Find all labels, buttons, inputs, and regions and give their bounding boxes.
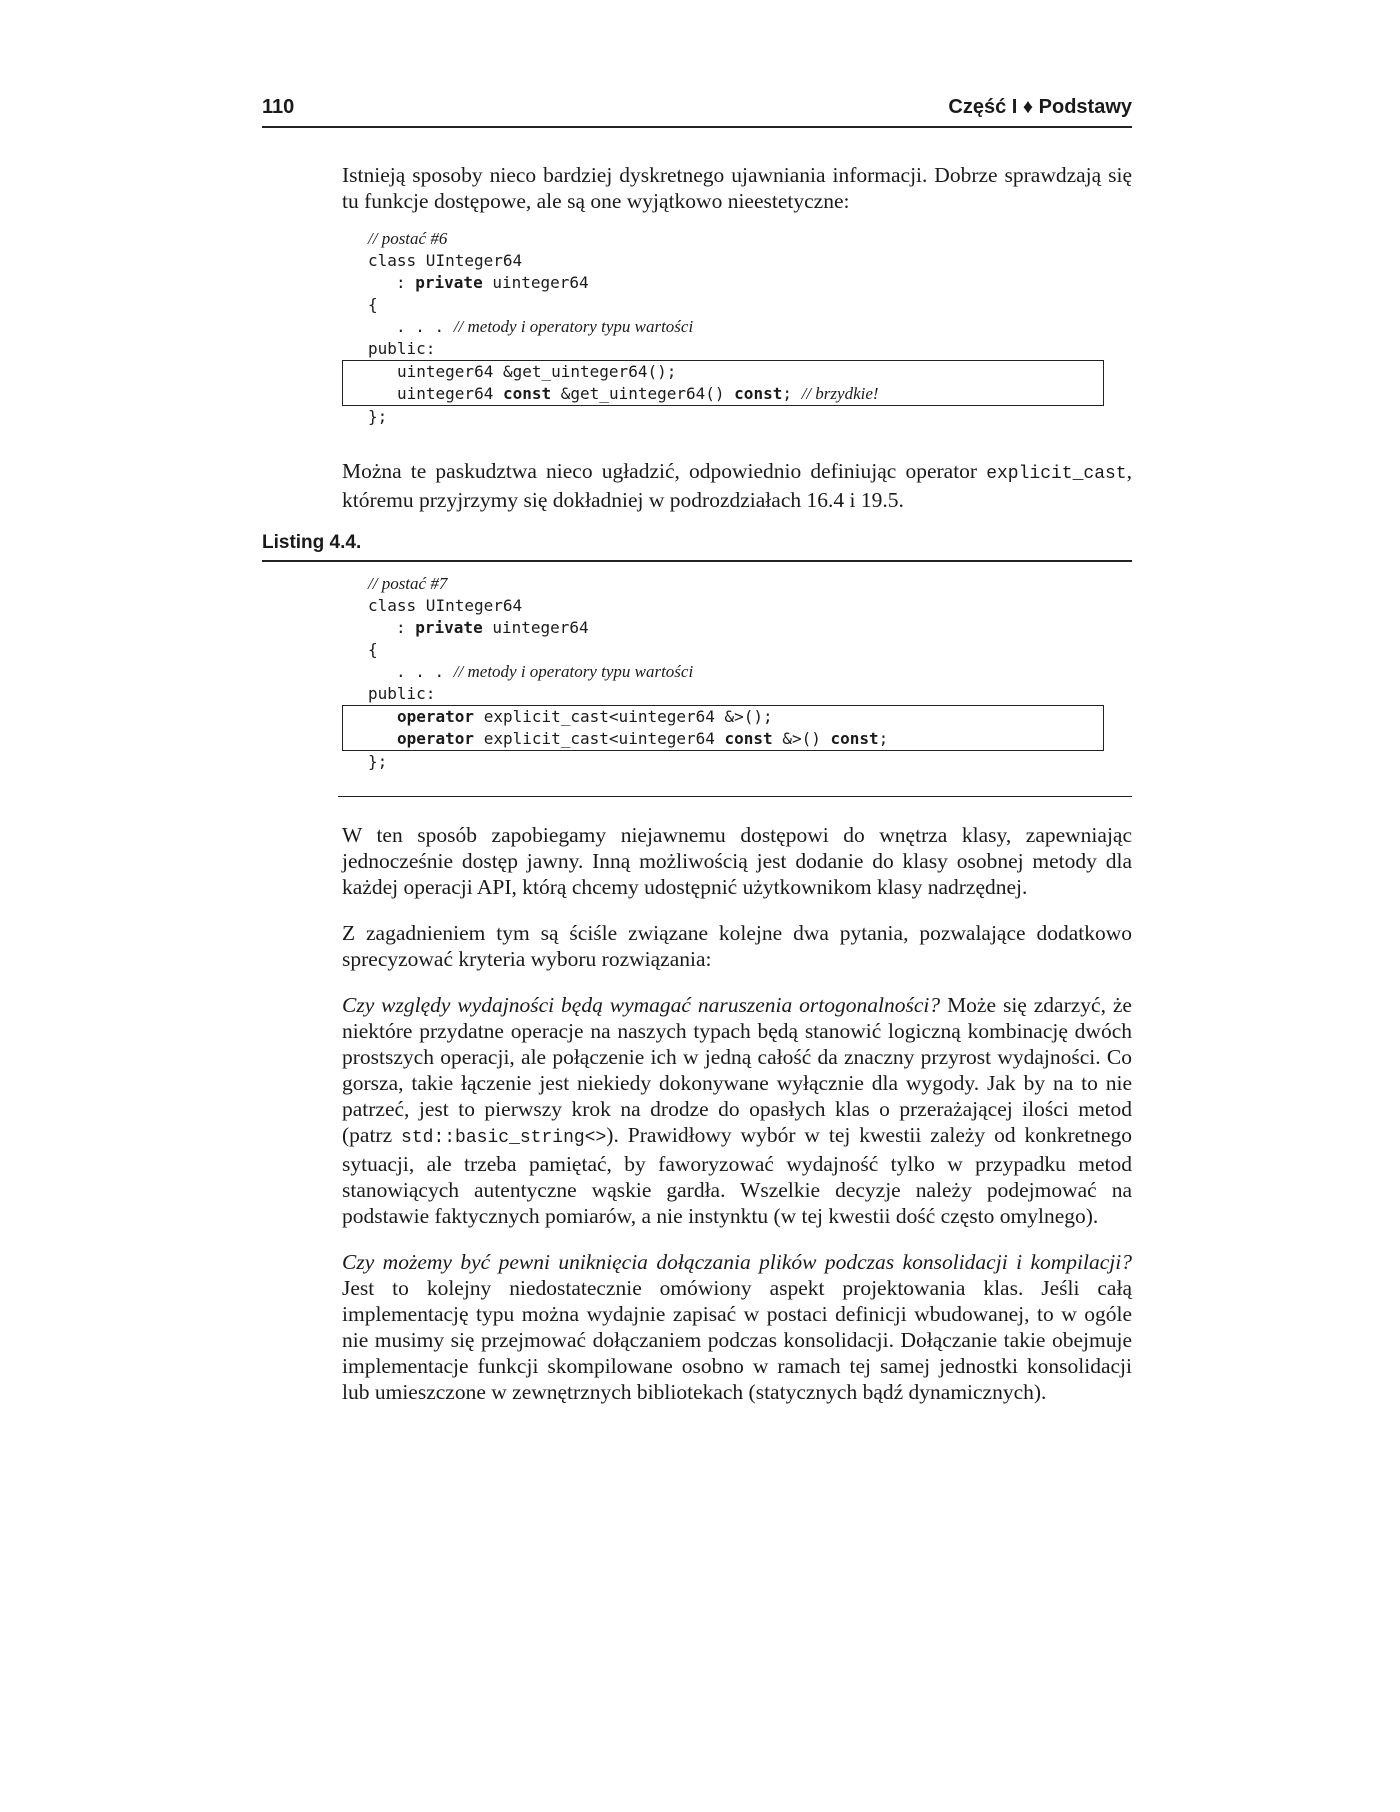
code-text: }; bbox=[368, 407, 388, 426]
listing-title: Listing 4.4. bbox=[262, 532, 1132, 562]
code-text: }; bbox=[368, 752, 388, 771]
code-line bbox=[368, 617, 1132, 639]
code-text: ; bbox=[782, 384, 802, 403]
code-comment: // metody i operatory typu wartości bbox=[453, 662, 694, 681]
running-section-title: Część I ♦ Podstawy bbox=[948, 96, 1132, 118]
code-line bbox=[369, 706, 1103, 728]
inline-code: explicit_cast bbox=[986, 464, 1127, 484]
listing-end-rule bbox=[338, 796, 1132, 797]
paragraph bbox=[342, 992, 1132, 1229]
code-text: ; bbox=[878, 729, 889, 748]
text-run: Jest to kolejny niedostatecznie omówiony aspekt projektowania klas. Jeśli całą implementację typu można wydajnie zapisać w postaci definicji wbudowanej, to w ogóle nie musimy się przejmować dołączaniem podczas konsolidacji. Dołączanie takie obejmuje implementacje funkcji skompilowane osobno w ramach tej samej jednostki konsolidacji lub umieszczone w zewnętrznych bibliotekach (statycznych bądź dynamicznych). bbox=[342, 1276, 1132, 1404]
code-text: uinteger64 bbox=[482, 618, 589, 637]
text-run: ). Prawidłowy wybór w tej kwestii zależy od konkretnego sytuacji, ale trzeba pamiętać, by faworyzować wydajność tylko w przypadku metod stanowiących autentyczne wąskie gardła. Wszelkie decyzje należy podejmować na podstawie faktycznych pomiarów, a nie instynktu (w tej kwestii dość często omylnego). bbox=[342, 1123, 1132, 1228]
code-line bbox=[368, 406, 1132, 428]
code-keyword: const bbox=[724, 729, 773, 748]
code-line bbox=[368, 250, 1132, 272]
code-block-6 bbox=[368, 228, 1132, 428]
code-line bbox=[368, 228, 1132, 250]
code-line bbox=[368, 573, 1132, 595]
code-keyword: class bbox=[368, 596, 417, 615]
text-run: , któremu przyjrzymy się dokładniej w podrozdziałach 16.4 i 19.5. bbox=[342, 459, 1132, 512]
code-line bbox=[369, 728, 1103, 750]
code-text: { bbox=[368, 295, 378, 314]
intro-text bbox=[342, 162, 1132, 234]
code-keyword: private bbox=[415, 273, 483, 292]
code-keyword: class bbox=[368, 251, 417, 270]
code-line bbox=[368, 661, 1132, 683]
inline-code: std::basic_string<> bbox=[401, 1128, 607, 1148]
code-text: { bbox=[368, 640, 378, 659]
paragraph: W ten sposób zapobiegamy niejawnemu dostępowi do wnętrza klasy, zapewniając jednocześnie dostęp jawny. Inną możliwością jest dodanie do klasy osobnej metody dla każdej operacji API, którą chcemy udostępnić użytkownikom klasy nadrzędnej. bbox=[342, 823, 1132, 899]
code-line bbox=[368, 595, 1132, 617]
code-text: uinteger64 bbox=[482, 273, 589, 292]
highlight-box bbox=[342, 705, 1104, 751]
code-text: UInteger64 bbox=[416, 251, 523, 270]
intro-paragraph: Istnieją sposoby nieco bardziej dyskretnego ujawniania informacji. Dobrze sprawdzają się tu funkcje dostępowe, ale są one wyjątkowo nieestetyczne: bbox=[342, 163, 1132, 213]
code-text: : bbox=[396, 273, 416, 292]
highlight-box bbox=[342, 360, 1104, 406]
code-text: : bbox=[396, 618, 416, 637]
code-text: explicit_cast<uinteger64 &>(); bbox=[474, 707, 773, 726]
code-keyword: operator bbox=[397, 729, 475, 748]
code-line bbox=[368, 751, 1132, 773]
body-text bbox=[342, 822, 1132, 1425]
code-comment: // postać #6 bbox=[368, 229, 448, 248]
paragraph: Z zagadnieniem tym są ściśle związane kolejne dwa pytania, pozwalające dodatkowo sprecyzować kryteria wyboru rozwiązania: bbox=[342, 921, 1132, 971]
code-text: &get_uinteger64() bbox=[551, 384, 735, 403]
code-text: uinteger64 bbox=[397, 384, 503, 403]
code-keyword: private bbox=[415, 618, 483, 637]
code-text: public: bbox=[368, 684, 436, 703]
code-text: . . . bbox=[396, 662, 454, 681]
code-text: UInteger64 bbox=[416, 596, 523, 615]
code-keyword: const bbox=[734, 384, 783, 403]
code-text: &>() bbox=[772, 729, 831, 748]
page-number: 110 bbox=[262, 96, 295, 118]
code-line bbox=[369, 361, 1103, 383]
code-keyword: const bbox=[502, 384, 552, 403]
paragraph bbox=[342, 458, 1132, 513]
paragraph-explicit-cast bbox=[342, 458, 1132, 533]
code-block-7 bbox=[368, 573, 1132, 773]
code-comment: // brzydkie! bbox=[801, 384, 879, 403]
code-line bbox=[368, 272, 1132, 294]
code-text: explicit_cast<uinteger64 bbox=[474, 729, 725, 748]
code-comment: // metody i operatory typu wartości bbox=[453, 317, 694, 336]
code-line bbox=[368, 683, 1132, 705]
code-keyword: const bbox=[830, 729, 879, 748]
code-text: . . . bbox=[396, 317, 454, 336]
code-comment: // postać #7 bbox=[368, 574, 448, 593]
code-line bbox=[368, 338, 1132, 360]
code-line bbox=[368, 639, 1132, 661]
question-text: Czy możemy być pewni uniknięcia dołączania plików podczas konsolidacji i kompilacji? bbox=[342, 1250, 1132, 1274]
code-text: public: bbox=[368, 339, 436, 358]
code-keyword: operator bbox=[397, 707, 475, 726]
page-header bbox=[262, 96, 1132, 128]
code-line bbox=[368, 294, 1132, 316]
paragraph bbox=[342, 1249, 1132, 1405]
code-line bbox=[369, 383, 1103, 405]
code-text: uinteger64 &get_uinteger64(); bbox=[397, 362, 677, 381]
question-text: Czy względy wydajności będą wymagać naruszenia ortogonalności? bbox=[342, 993, 941, 1017]
code-line bbox=[368, 316, 1132, 338]
text-run: Można te paskudztwa nieco ugładzić, odpowiednio definiując operator bbox=[342, 459, 987, 483]
text-run: Może się zdarzyć, że niektóre przydatne operacje na naszych typach będą stanowić logiczną kombinację dwóch prostszych operacji, ale połączenie ich w jedną całość da znaczny przyrost wydajności. Co gorsza, takie łączenie jest niekiedy dokonywane wyłącznie dla wygody. Jak by na to nie patrzeć, jest to pierwszy krok na drodze do opasłych klas o przerażającej ilości metod (patrz bbox=[342, 993, 1132, 1147]
